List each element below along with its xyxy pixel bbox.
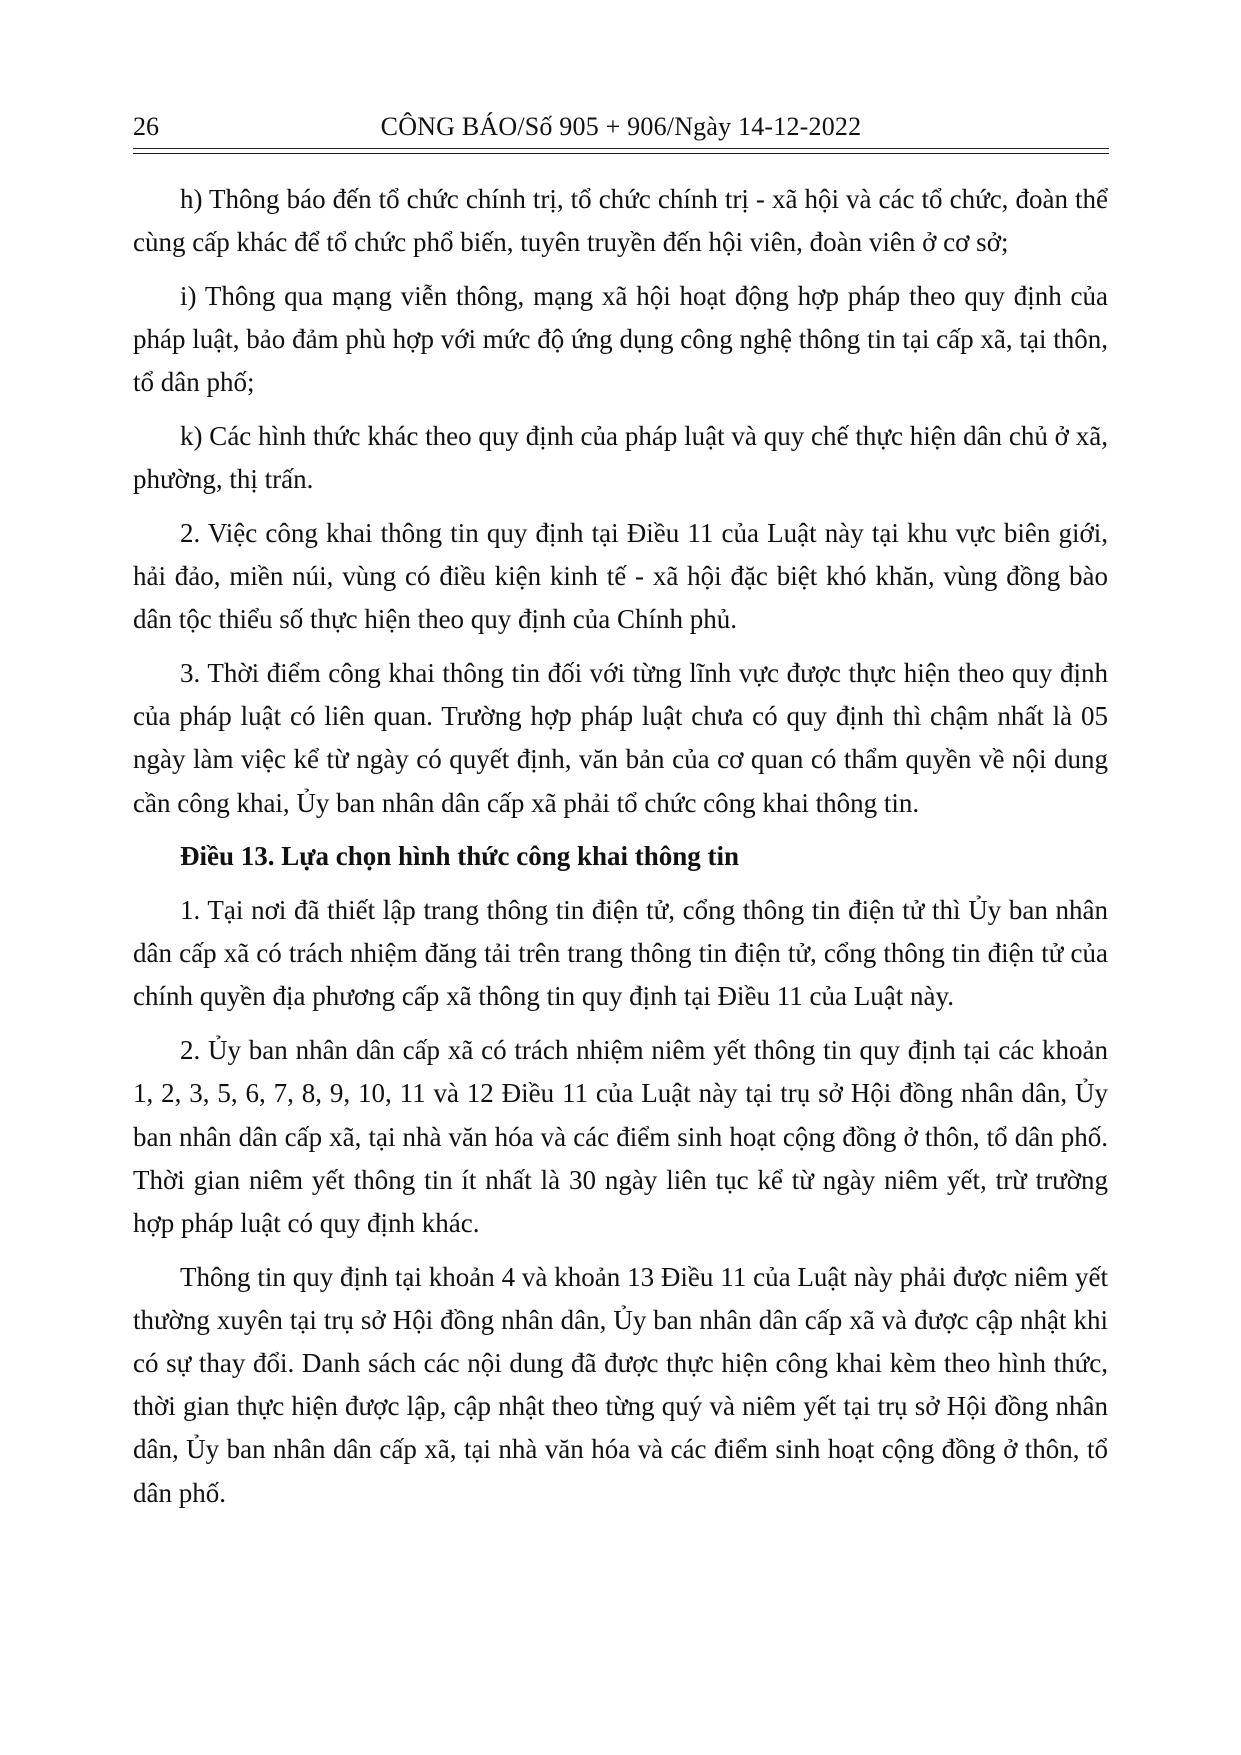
paragraph-clause-2: 2. Việc công khai thông tin quy định tại Điều 11 của Luật này tại khu vực biên giới, hải đảo, miền núi, vùng có điều kiện kinh tế - xã hội đặc biệt khó khăn, vùng đồng bào dân tộc thiểu số thực hiện theo quy định của Chính phủ. bbox=[133, 517, 1108, 635]
page-number: 26 bbox=[133, 112, 159, 141]
paragraph-k: k) Các hình thức khác theo quy định của pháp luật và quy chế thực hiện dân chủ ở xã, phường, thị trấn. bbox=[133, 421, 1108, 495]
gazette-title: CÔNG BÁO/Số 905 + 906/Ngày 14-12-2022 bbox=[380, 112, 862, 141]
article-13-clause-2: 2. Ủy ban nhân dân cấp xã có trách nhiệm niêm yết thông tin quy định tại các khoản 1, 2, 3, 5, 6, 7, 8, 9, 10, 11 và 12 Điều 11 của Luật này tại trụ sở Hội đồng nhân dân, Ủy ban nhân dân cấp xã, tại nhà văn hóa và các điểm sinh hoạt cộng đồng ở thôn, tổ dân phố. Thời gian niêm yết thông tin ít nhất là 30 ngày liên tục kể từ ngày niêm yết, trừ trường hợp pháp luật có quy định khác. bbox=[133, 1035, 1108, 1238]
paragraph-i: i) Thông qua mạng viễn thông, mạng xã hội hoạt động hợp pháp theo quy định của pháp luật, bảo đảm phù hợp với mức độ ứng dụng công nghệ thông tin tại cấp xã, tại thôn, tổ dân phố; bbox=[133, 280, 1108, 398]
article-13-clause-1: 1. Tại nơi đã thiết lập trang thông tin điện tử, cổng thông tin điện tử thì Ủy ban nhân dân cấp xã có trách nhiệm đăng tải trên trang thông tin điện tử, cổng thông tin điện tử của chính quyền địa phương cấp xã thông tin quy định tại Điều 11 của Luật này. bbox=[133, 895, 1108, 1012]
body-text bbox=[133, 178, 1108, 1515]
document-body bbox=[133, 178, 1108, 1525]
header-rule-top bbox=[133, 148, 1109, 149]
page-header bbox=[133, 104, 1109, 148]
article-13-heading: Điều 13. Lựa chọn hình thức công khai thông tin bbox=[180, 841, 740, 872]
article-13-clause-2-continued: Thông tin quy định tại khoản 4 và khoản 13 Điều 11 của Luật này phải được niêm yết thường xuyên tại trụ sở Hội đồng nhân dân, Ủy ban nhân dân cấp xã và được cập nhật khi có sự thay đổi. Danh sách các nội dung đã được thực hiện công khai kèm theo hình thức, thời gian thực hiện được lập, cập nhật theo từng quý và niêm yết tại trụ sở Hội đồng nhân dân, Ủy ban nhân dân cấp xã, tại nhà văn hóa và các điểm sinh hoạt cộng đồng ở thôn, tổ dân phố. bbox=[133, 1261, 1108, 1508]
paragraph-h: h) Thông báo đến tổ chức chính trị, tổ chức chính trị - xã hội và các tổ chức, đoàn thể cùng cấp khác để tổ chức phổ biến, tuyên truyền đến hội viên, đoàn viên ở cơ sở; bbox=[133, 184, 1108, 258]
paragraph-clause-3: 3. Thời điểm công khai thông tin đối với từng lĩnh vực được thực hiện theo quy định của pháp luật có liên quan. Trường hợp pháp luật chưa có quy định thì chậm nhất là 05 ngày làm việc kể từ ngày có quyết định, văn bản của cơ quan có thẩm quyền về nội dung cần công khai, Ủy ban nhân dân cấp xã phải tổ chức công khai thông tin. bbox=[133, 658, 1108, 818]
header-rule-bottom bbox=[133, 153, 1109, 154]
